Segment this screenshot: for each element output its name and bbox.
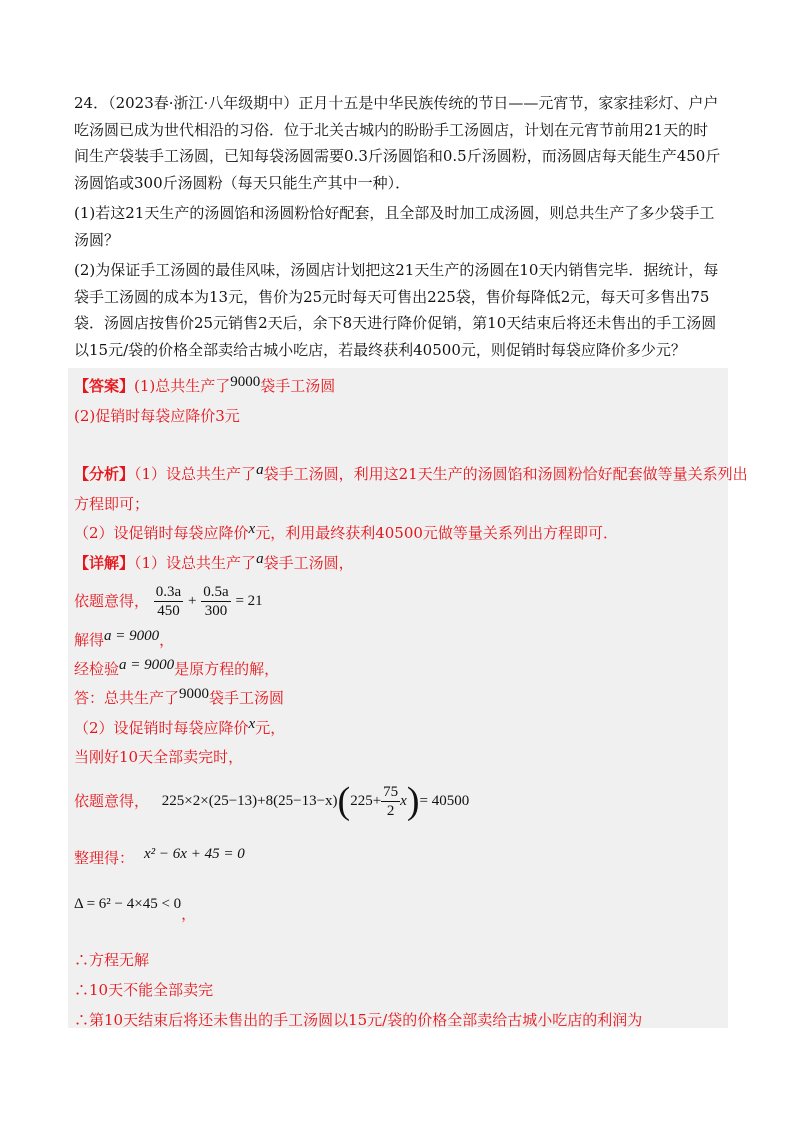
detail-check: 经检验a = 9000是原方程的解， [74,657,280,678]
detail-simplified: 整理得： x² − 6x + 45 = 0 [74,846,245,867]
detail-profit-line: ∴第10天结束后将还未售出的手工汤圆以15元/袋的价格全部卖给古城小吃店的利润为 [74,1011,643,1029]
detail-not-sold-out: ∴10天不能全部卖完 [74,981,214,999]
detail-line-1: 【详解】（1）设总共生产了a袋手工汤圆， [74,551,354,572]
detail-equation-2: 依题意得， 225×2×(25−13)+8(25−13−x)(225+ $\frac{75}{2}$ x)= 40500 [74,780,470,822]
question-stem [74,90,722,196]
answer-count: 9000 [230,374,261,390]
question-source: （2023春·浙江·八年级期中） [108,94,299,112]
detail-tag: 【详解】 [74,554,135,572]
question-stem-text: 正月十五是中华民族传统的节日——元宵节，家家挂彩灯、户户吃汤圆已成为世代相沿的习俗．位于北关古城内的盼盼手工汤圆店，计划在元宵节前用21天的时间生产袋装手工汤圆，已知每袋汤圆需要0.3斤汤圆馅和0.5斤汤圆粉，而汤圆店每天能生产450斤汤圆馅或300斤汤圆粉（每天只能生产其中一种）． [74,94,721,192]
detail-answer-1: 答：总共生产了9000袋手工汤圆 [74,686,285,707]
question-part-2: (2)为保证手工汤圆的最佳风味，汤圆店计划把这21天生产的汤圆在10天内销售完毕．据统计，每袋手工汤圆的成本为13元，售价为25元时每天可售出225袋，售价每降低2元，每天可多售出75袋．汤圆店按售价25元销售2天后，余下8天进行降价促销，第10天结束后将还未售出的手工汤圆以15元/袋的价格全部卖给古城小吃店，若最终获利40500元，则促销时每袋应降价多少元？ [74,261,719,359]
answer-line-1: 【答案】(1)总共生产了9000袋手工汤圆 [74,374,336,395]
detail-discriminant: Δ = 6² − 4×45 < 0， [74,896,197,923]
detail-no-solution: ∴方程无解 [74,951,150,969]
detail-part2-setup: （2）设促销时每袋应降价x元， [74,716,286,737]
detail-solve: 解得a = 9000， [74,628,175,649]
question-number: 24． [74,94,109,112]
detail-part2-condition: 当刚好10天全部卖完时， [74,748,244,766]
analysis-tag: 【分析】 [74,465,135,483]
analysis-line-1: 【分析】（1）设总共生产了a袋手工汤圆，利用这21天生产的汤圆馅和汤圆粉恰好配套做等量关系列出 [74,462,748,483]
fraction-flour: $\frac{0.5a}{300}$ [203,583,229,619]
analysis-line-2: 方程即可； [74,495,150,513]
answer-line-2: (2)促销时每袋应降价3元 [74,407,240,425]
question-block [74,90,722,363]
detail-equation-1: 依题意得， $\frac{0.3a}{450}$ + $\frac{0.5a}{300}$ = 21 [74,583,263,619]
fraction-fill: $\frac{0.3a}{450}$ [155,583,182,619]
fraction-75-2: $\frac{75}{2}$ [383,783,399,819]
question-part-1: (1)若这21天生产的汤圆馅和汤圆粉恰好配套，且全部及时加工成汤圆，则总共生产了多少袋手工汤圆？ [74,204,715,249]
answer-tag: 【答案】 [74,377,135,395]
analysis-line-3: （2）设促销时每袋应降价x元，利用最终获利40500元做等量关系列出方程即可． [74,521,618,542]
